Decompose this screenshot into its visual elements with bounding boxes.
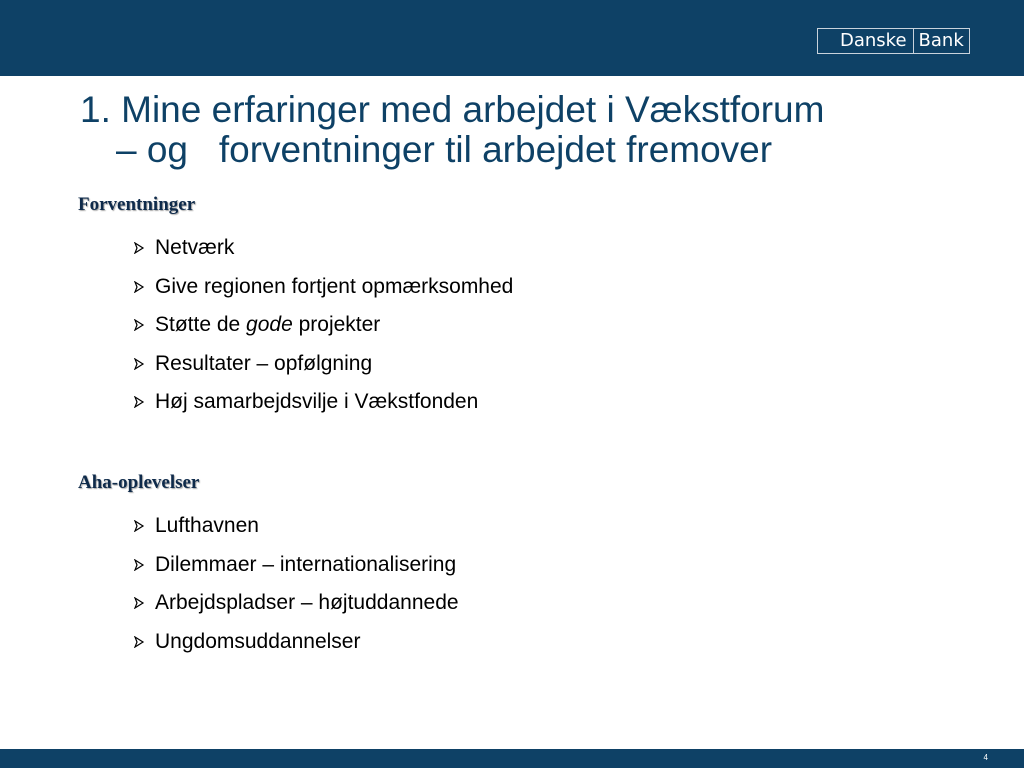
arrow-bullet-icon <box>133 281 145 293</box>
list-item-text: Høj samarbejdsvilje i Vækstfonden <box>155 390 479 414</box>
list-item-emphasis: gode <box>246 313 293 337</box>
danske-bank-logo <box>817 28 970 54</box>
list-item-text: Resultater – opfølgning <box>155 351 373 375</box>
list-item <box>133 383 513 422</box>
list-item <box>133 268 513 307</box>
list-item <box>133 345 513 384</box>
arrow-bullet-icon <box>133 520 145 532</box>
list-item <box>133 507 459 546</box>
title-line-1: 1. Mine erfaringer med arbejdet i Vækstforum <box>80 89 825 130</box>
list-item <box>133 306 513 345</box>
title-line-2: – og forventninger til arbejdet fremover <box>116 129 773 170</box>
header-band <box>0 0 1024 76</box>
arrow-bullet-icon <box>133 396 145 408</box>
arrow-bullet-icon <box>133 636 145 648</box>
list-item-text: Netværk <box>155 236 235 260</box>
list-item <box>133 546 459 585</box>
list-item-text: Arbejdspladser – højtuddannede <box>155 591 459 615</box>
arrow-bullet-icon <box>133 559 145 571</box>
arrow-bullet-icon <box>133 319 145 331</box>
footer-band <box>0 749 1024 768</box>
list-item-text-after: projekter <box>292 313 381 337</box>
insights-list <box>133 507 459 661</box>
list-item-text: Ungdomsuddannelser <box>155 629 361 653</box>
heading-insights: Aha-oplevelser <box>78 472 200 493</box>
page-number: 4 <box>983 753 988 762</box>
list-item <box>133 584 459 623</box>
list-item-text <box>155 313 380 337</box>
list-item-text-before: Støtte de <box>155 313 247 337</box>
logo-text-bank: Bank <box>914 29 969 53</box>
arrow-bullet-icon <box>133 597 145 609</box>
arrow-bullet-icon <box>133 242 145 254</box>
list-item-text: Give regionen fortjent opmærksomhed <box>155 274 514 298</box>
arrow-bullet-icon <box>133 358 145 370</box>
heading-expectations: Forventninger <box>78 194 196 215</box>
list-item-text: Lufthavnen <box>155 514 259 538</box>
list-item-text: Dilemmaer – internationalisering <box>155 552 457 576</box>
list-item <box>133 623 459 662</box>
slide-title <box>80 90 980 170</box>
expectations-list <box>133 229 513 422</box>
logo-text-danske: Danske <box>818 29 914 53</box>
list-item <box>133 229 513 268</box>
